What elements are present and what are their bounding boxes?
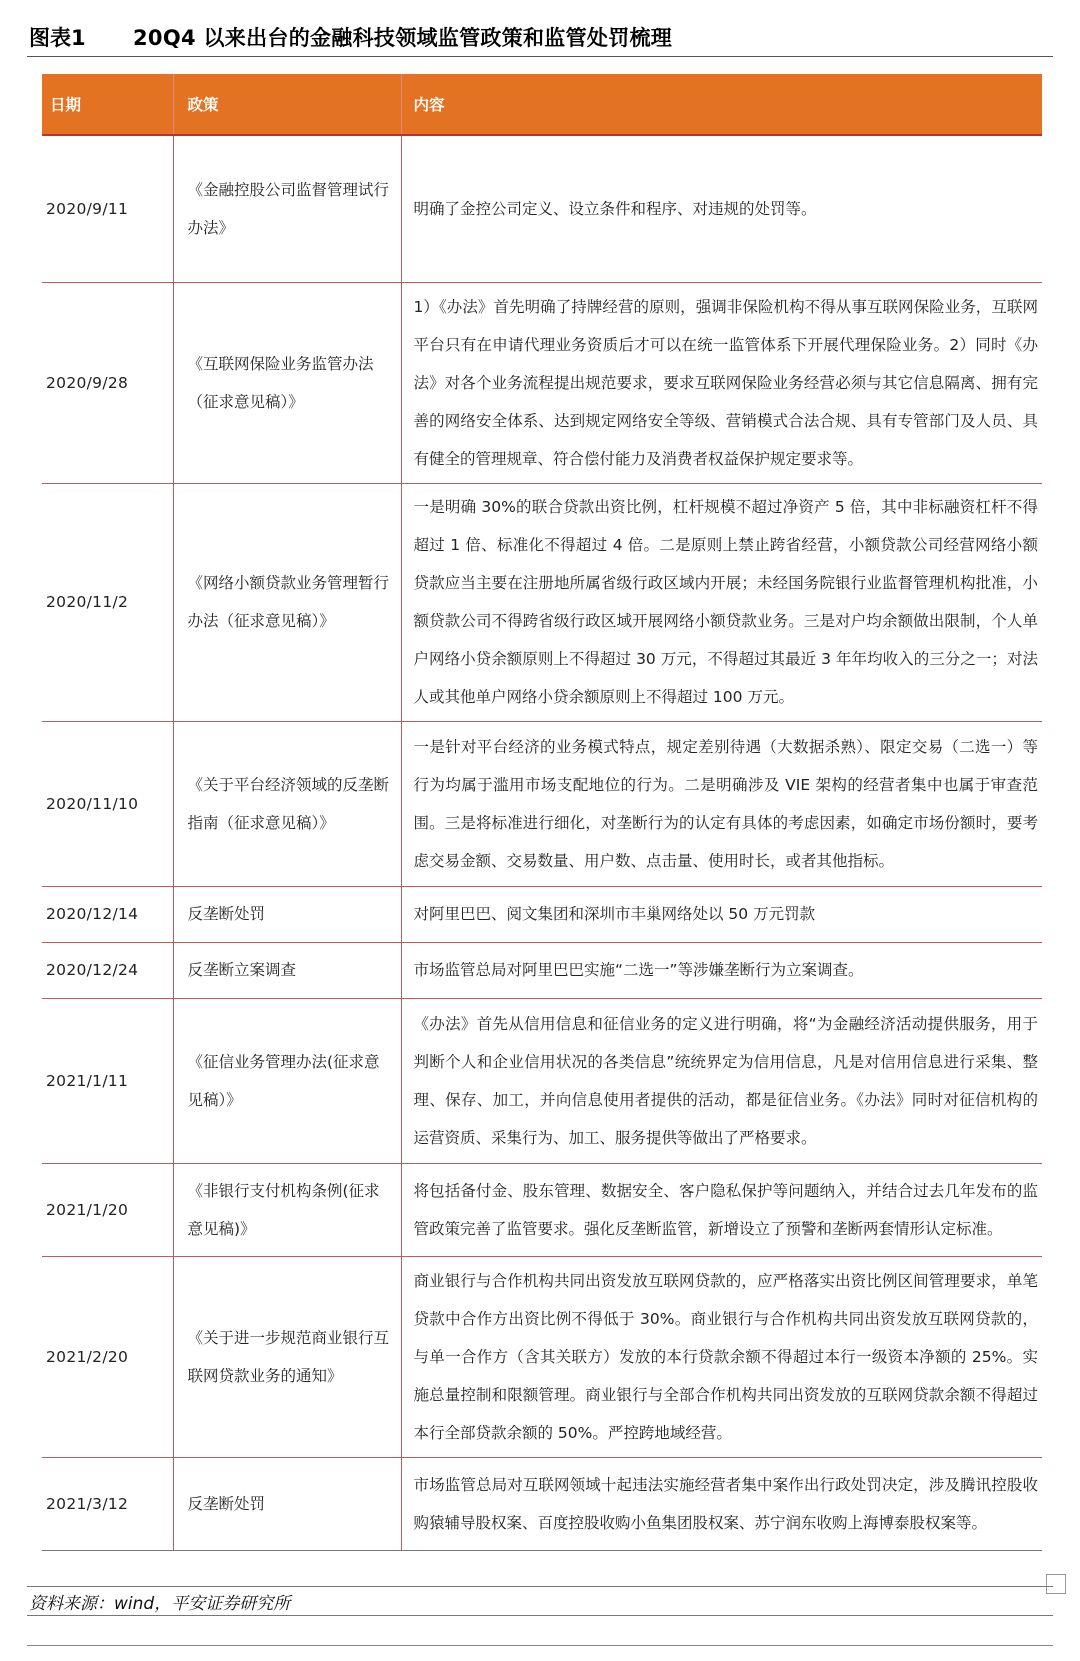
row-policy: 《关于进一步规范商业银行互联网贷款业务的通知》	[173, 1256, 401, 1457]
table-row	[42, 1457, 1042, 1550]
policy-table	[42, 74, 1042, 1551]
header-content: 内容	[401, 74, 1042, 135]
row-content: 市场监管总局对互联网领域十起违法实施经营者集中案作出行政处罚决定，涉及腾讯控股收购猿辅导股权案、百度控股收购小鱼集团股权案、苏宁润东收购上海博泰股权案等。	[401, 1457, 1042, 1550]
row-date: 2020/12/14	[42, 886, 173, 942]
table-row	[42, 998, 1042, 1163]
table-row	[42, 135, 1042, 282]
row-policy: 《互联网保险业务监管办法（征求意见稿）》	[173, 282, 401, 483]
table-row	[42, 1163, 1042, 1256]
table-row	[42, 886, 1042, 942]
table-row	[42, 1256, 1042, 1457]
row-policy: 《网络小额贷款业务管理暂行办法（征求意见稿）》	[173, 483, 401, 721]
table-row	[42, 942, 1042, 998]
table-header-row	[42, 74, 1042, 135]
row-content: 对阿里巴巴、阅文集团和深圳市丰巢网络处以 50 万元罚款	[401, 886, 1042, 942]
row-date: 2020/11/10	[42, 721, 173, 886]
source-note: 资料来源：wind，平安证券研究所	[27, 1586, 1053, 1616]
row-policy: 《征信业务管理办法(征求意见稿）》	[173, 998, 401, 1163]
row-policy: 《非银行支付机构条例(征求意见稿)》	[173, 1163, 401, 1256]
row-policy: 反垄断处罚	[173, 1457, 401, 1550]
figure-title-bar	[27, 18, 1053, 57]
row-date: 2021/2/20	[42, 1256, 173, 1457]
row-content: 将包括备付金、股东管理、数据安全、客户隐私保护等问题纳入，并结合过去几年发布的监管政策完善了监管要求。强化反垄断监管，新增设立了预警和垄断两套情形认定标准。	[401, 1163, 1042, 1256]
header-date: 日期	[42, 74, 173, 135]
figure-number: 图表1	[29, 26, 86, 50]
row-date: 2021/1/20	[42, 1163, 173, 1256]
row-date: 2020/11/2	[42, 483, 173, 721]
row-policy: 《关于平台经济领域的反垄断指南（征求意见稿）》	[173, 721, 401, 886]
row-policy: 反垄断立案调查	[173, 942, 401, 998]
table-row	[42, 721, 1042, 886]
row-content: 《办法》首先从信用信息和征信业务的定义进行明确，将“为金融经济活动提供服务，用于判断个人和企业信用状况的各类信息”统统界定为信用信息，凡是对信用信息进行采集、整理、保存、加工，并向信息使用者提供的活动，都是征信业务。《办法》同时对征信机构的运营资质、采集行为、加工、服务提供等做出了严格要求。	[401, 998, 1042, 1163]
row-date: 2020/9/28	[42, 282, 173, 483]
row-date: 2020/9/11	[42, 135, 173, 282]
table-row	[42, 282, 1042, 483]
row-content: 一是针对平台经济的业务模式特点，规定差别待遇（大数据杀熟）、限定交易（二选一）等行为均属于滥用市场支配地位的行为。二是明确涉及 VIE 架构的经营者集中也属于审查范围。三是将标准进行细化，对垄断行为的认定有具体的考虑因素，如确定市场份额时，要考虑交易金额、交易数量、用户数、点击量、使用时长，或者其他指标。	[401, 721, 1042, 886]
row-content: 明确了金控公司定义、设立条件和程序、对违规的处罚等。	[401, 135, 1042, 282]
row-policy: 反垄断处罚	[173, 886, 401, 942]
row-content: 商业银行与合作机构共同出资发放互联网贷款的，应严格落实出资比例区间管理要求，单笔贷款中合作方出资比例不得低于 30%。商业银行与合作机构共同出资发放互联网贷款的，与单一合作方（含其关联方）发放的本行贷款余额不得超过本行一级资本净额的 25%。实施总量控制和限额管理。商业银行与全部合作机构共同出资发放的互联网贷款余额不得超过本行全部贷款余额的 50%。严控跨地域经营。	[401, 1256, 1042, 1457]
row-content: 1）《办法》首先明确了持牌经营的原则，强调非保险机构不得从事互联网保险业务，互联网平台只有在申请代理业务资质后才可以在统一监管体系下开展代理保险业务。2）同时《办法》对各个业务流程提出规范要求，要求互联网保险业务经营必须与其它信息隔离、拥有完善的网络安全体系、达到规定网络安全等级、营销模式合法合规、具有专管部门及人员、具有健全的管理规章、符合偿付能力及消费者权益保护规定要求等。	[401, 282, 1042, 483]
row-date: 2020/12/24	[42, 942, 173, 998]
row-policy: 《金融控股公司监督管理试行办法》	[173, 135, 401, 282]
figure-title: 20Q4 以来出台的金融科技领域监管政策和监管处罚梳理	[133, 26, 673, 50]
row-content: 市场监管总局对阿里巴巴实施“二选一”等涉嫌垄断行为立案调查。	[401, 942, 1042, 998]
row-date: 2021/3/12	[42, 1457, 173, 1550]
header-policy: 政策	[173, 74, 401, 135]
bottom-divider	[27, 1645, 1053, 1646]
row-content: 一是明确 30%的联合贷款出资比例，杠杆规模不超过净资产 5 倍，其中非标融资杠杆不得超过 1 倍、标准化不得超过 4 倍。二是原则上禁止跨省经营，小额贷款公司经营网络小额贷款应当主要在注册地所属省级行政区域内开展；未经国务院银行业监督管理机构批准，小额贷款公司不得跨省级行政区域开展网络小额贷款业务。三是对户均余额做出限制，个人单户网络小贷余额原则上不得超过 30 万元，不得超过其最近 3 年年均收入的三分之一；对法人或其他单户网络小贷余额原则上不得超过 100 万元。	[401, 483, 1042, 721]
table-row	[42, 483, 1042, 721]
row-date: 2021/1/11	[42, 998, 173, 1163]
